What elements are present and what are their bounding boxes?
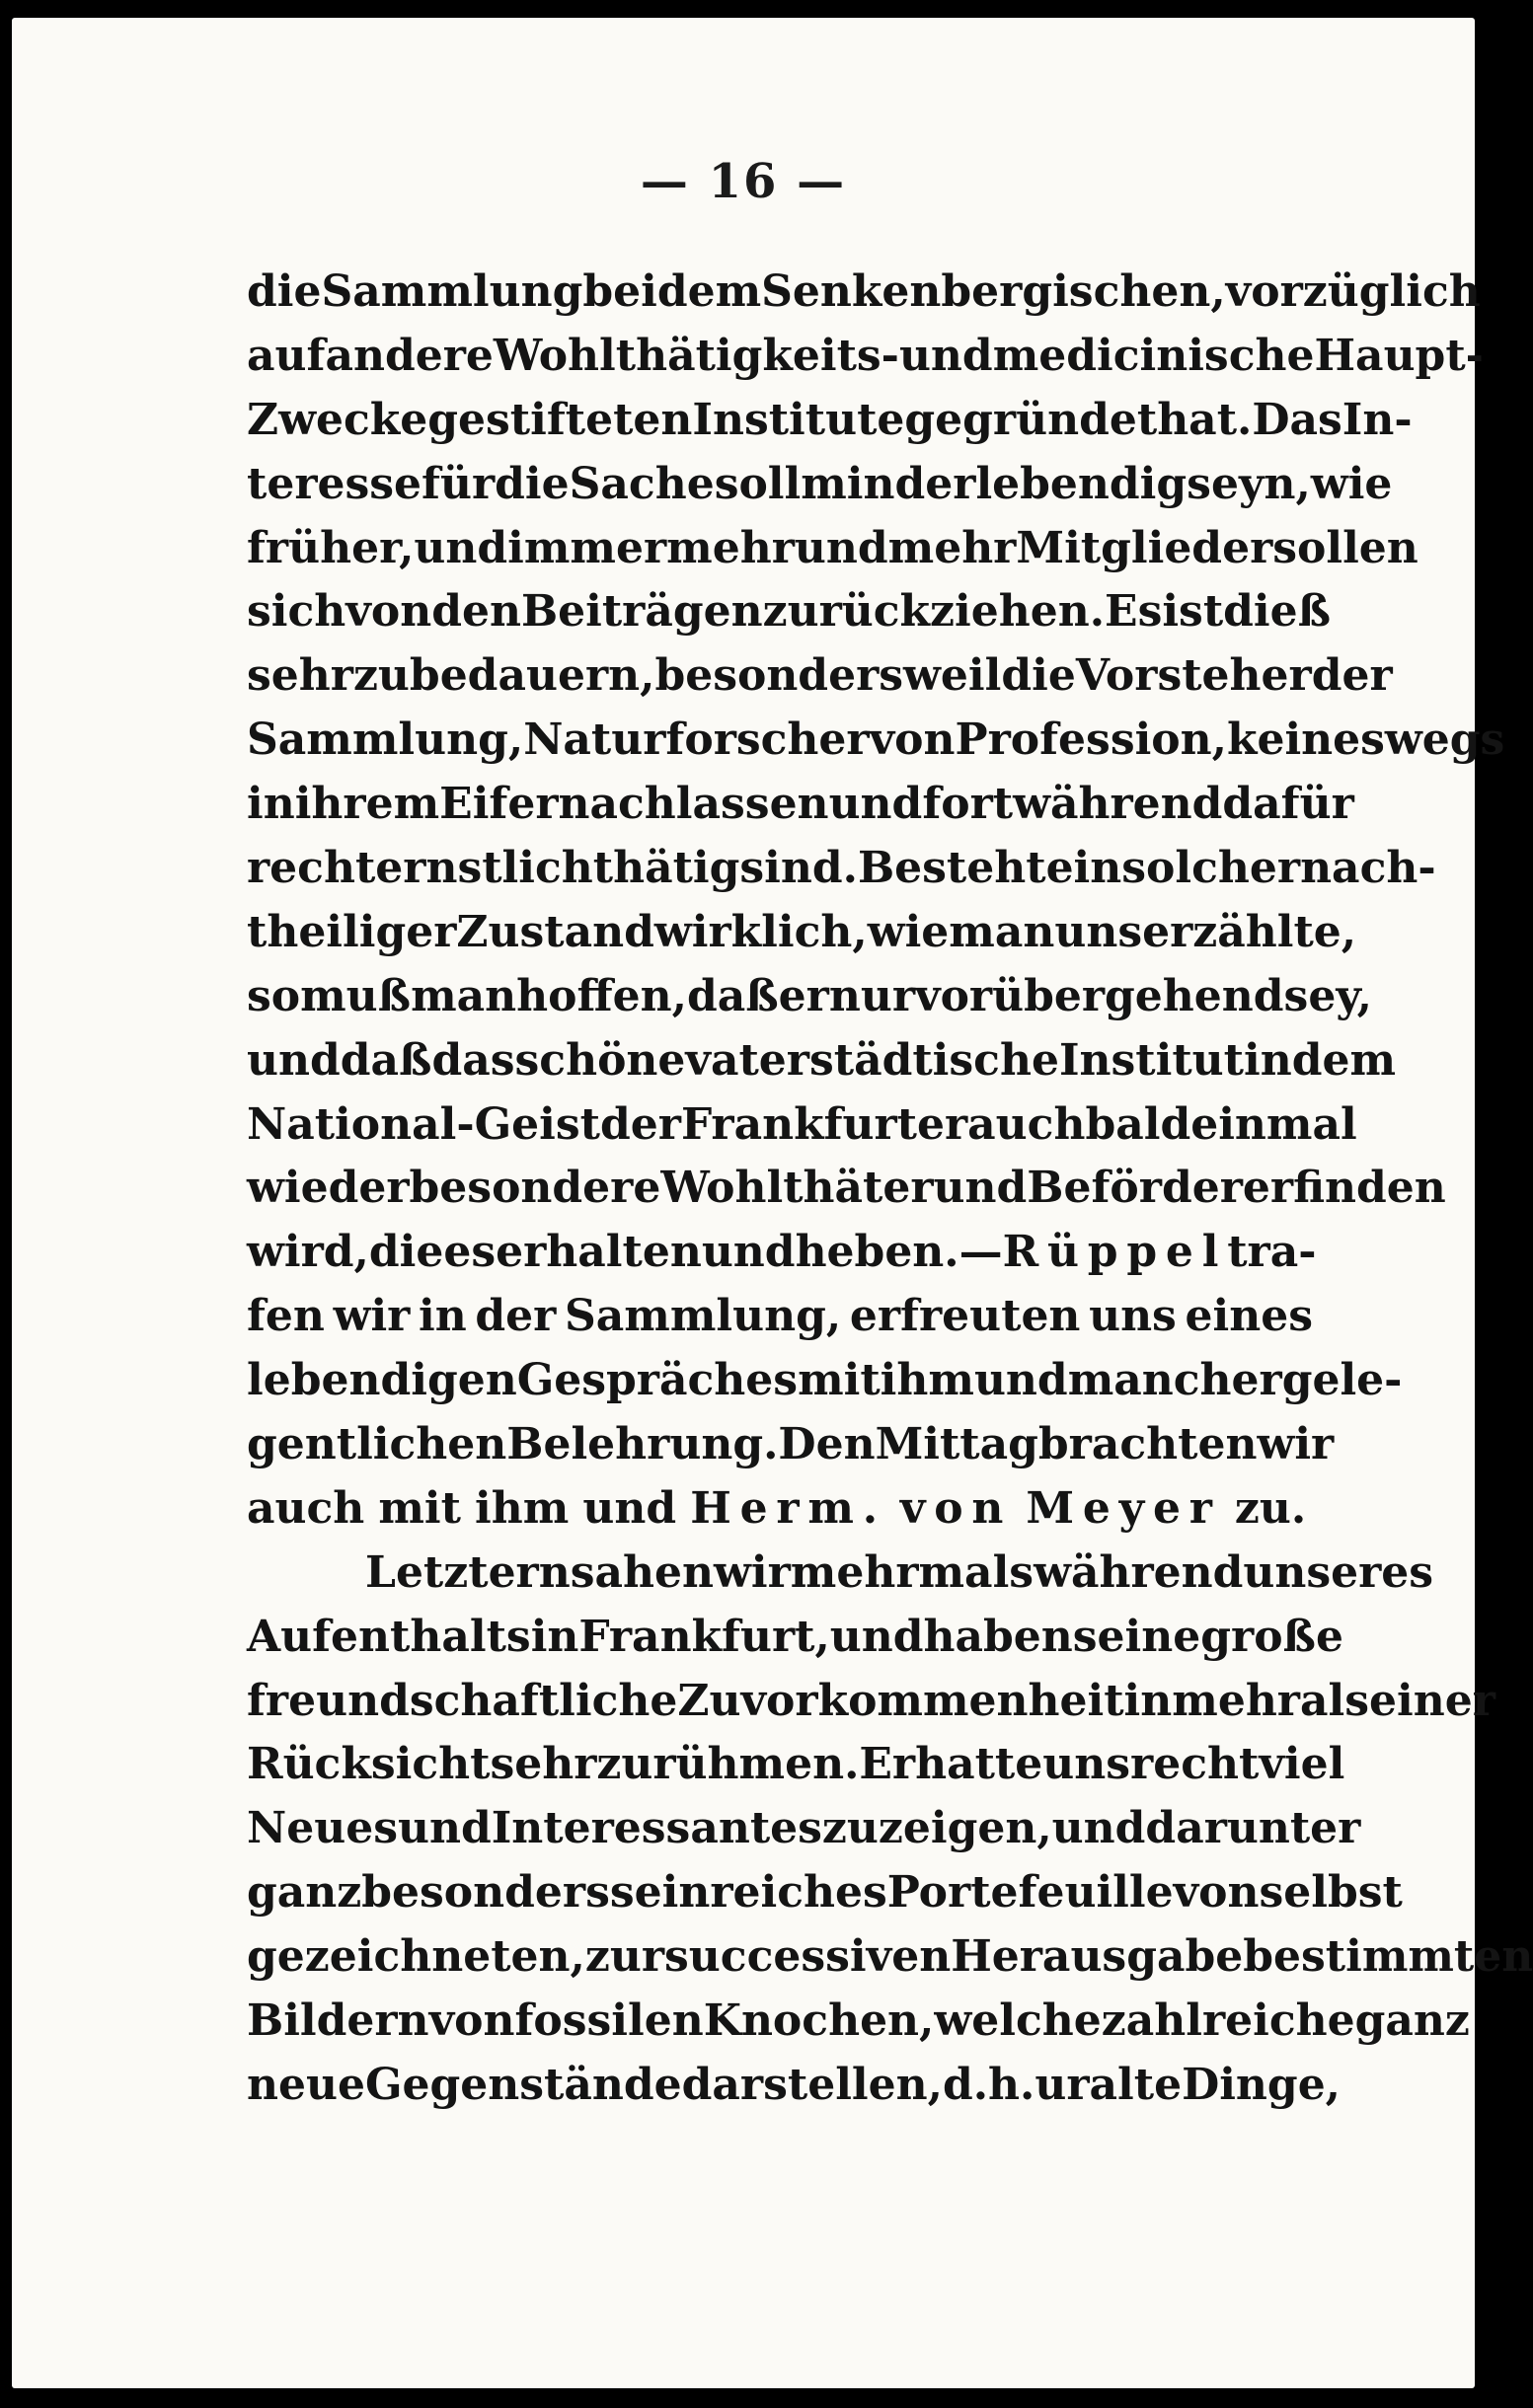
- word: thätig: [592, 843, 740, 894]
- word: ernstlich: [375, 843, 593, 894]
- word: einer: [1369, 1675, 1495, 1726]
- word: finden: [1293, 1163, 1446, 1214]
- word: es: [443, 1227, 497, 1278]
- word: Letztern: [365, 1546, 571, 1598]
- word: ihm: [475, 1482, 570, 1534]
- text-line: [247, 1733, 1345, 1797]
- text-line: [247, 580, 1332, 644]
- word: der: [475, 1291, 557, 1342]
- word: ihm: [880, 1355, 974, 1406]
- word: den: [431, 586, 521, 638]
- text-line: [247, 1797, 1361, 1861]
- word: dem: [1291, 1034, 1397, 1086]
- word: dem: [656, 266, 762, 317]
- word: wir: [714, 1546, 791, 1598]
- word: Das: [1252, 394, 1342, 445]
- word: von: [428, 1995, 515, 2047]
- word: Den: [778, 1419, 876, 1470]
- word: ist: [1162, 586, 1224, 638]
- word: medicinische: [992, 330, 1315, 381]
- word: immer: [507, 522, 667, 573]
- word: andere: [325, 330, 494, 381]
- text-line: [247, 453, 1393, 517]
- word: auch: [247, 1482, 365, 1534]
- word: Institut: [1058, 1034, 1244, 1086]
- word: uns: [1054, 906, 1143, 957]
- word: einmal: [1190, 1098, 1357, 1150]
- text-line: [247, 389, 1413, 453]
- word: früher,: [247, 522, 415, 573]
- word: Er: [859, 1739, 916, 1790]
- word: weil: [903, 650, 1002, 702]
- text-line: [247, 1990, 1470, 2054]
- word: in: [1123, 1675, 1173, 1726]
- word: uralte: [1035, 2059, 1183, 2110]
- word: Meyer: [1026, 1482, 1221, 1534]
- word: daß: [340, 1034, 432, 1086]
- word: die: [368, 1227, 444, 1278]
- word: auch: [967, 1098, 1086, 1150]
- word: mancher: [1067, 1355, 1282, 1406]
- word: heben.: [795, 1227, 959, 1278]
- text-line: [247, 1606, 1343, 1670]
- word: Frankfurter: [680, 1098, 968, 1150]
- word: in: [1243, 1034, 1292, 1086]
- word: d.: [942, 2059, 989, 2110]
- word: Dinge,: [1182, 2059, 1341, 2110]
- word: der: [599, 1098, 681, 1150]
- text-line: [247, 1477, 1313, 1542]
- word: Haupt-: [1314, 330, 1484, 381]
- word: große: [1200, 1611, 1343, 1662]
- word: Knochen,: [703, 1995, 935, 2047]
- word: darunter: [1145, 1803, 1361, 1854]
- word: fen: [247, 1291, 325, 1342]
- word: zu.: [1234, 1482, 1307, 1534]
- word: lebendigen: [247, 1355, 517, 1406]
- word: eines: [1185, 1291, 1313, 1342]
- word: sahen: [570, 1546, 714, 1598]
- word: gele-: [1281, 1355, 1403, 1406]
- word: successiven: [664, 1931, 952, 1983]
- word: während: [1034, 1546, 1244, 1598]
- word: Portefeuille: [886, 1867, 1174, 1919]
- word: Aufenthalts: [247, 1611, 531, 1662]
- word: besonders: [654, 650, 904, 702]
- word: uns: [1042, 1739, 1131, 1790]
- word: mehr: [1172, 1675, 1300, 1726]
- word: Wohlthätigkeits-: [493, 330, 899, 381]
- word: rühmen.: [652, 1739, 860, 1790]
- text-line: [247, 1542, 1434, 1606]
- word: und: [933, 1163, 1028, 1214]
- word: Herm.: [690, 1482, 886, 1534]
- word: keineswegs: [1226, 715, 1505, 766]
- word: haben: [923, 1611, 1073, 1662]
- word: und: [414, 522, 508, 573]
- text-line: [247, 1285, 1313, 1349]
- word: Zustand: [456, 906, 654, 957]
- word: für: [422, 458, 496, 509]
- text-line: [247, 773, 1354, 837]
- word: mehr: [887, 522, 1017, 573]
- text-line: [247, 837, 1436, 901]
- word: gezeichneten,: [247, 1931, 585, 1983]
- text-line: [247, 709, 1505, 773]
- text-line: [247, 901, 1357, 965]
- word: seyn,: [1187, 458, 1311, 509]
- word: die: [1001, 650, 1076, 702]
- word: sind.: [739, 843, 858, 894]
- word: vaterstädtische: [685, 1034, 1059, 1086]
- word: nach-: [1300, 843, 1436, 894]
- word: bei: [582, 266, 657, 317]
- text-line: [247, 1157, 1446, 1221]
- word: wie: [867, 906, 950, 957]
- word: unseres: [1243, 1546, 1434, 1598]
- word: und: [828, 779, 923, 830]
- word: muß: [300, 970, 412, 1021]
- word: sey,: [1283, 970, 1372, 1021]
- word: mehr: [666, 522, 795, 573]
- text-line: [247, 1413, 1335, 1477]
- text-line: [247, 1925, 1533, 1990]
- word: daß: [686, 970, 779, 1021]
- word: gegründet: [904, 394, 1158, 445]
- word: von: [899, 1482, 1013, 1534]
- word: ihrem: [294, 779, 440, 830]
- word: zu: [596, 1739, 653, 1790]
- word: sollen: [1272, 522, 1418, 573]
- word: Bildern: [247, 1995, 429, 2047]
- word: Zuvorkommenheit: [677, 1675, 1124, 1726]
- word: die: [495, 458, 570, 509]
- book-page: [12, 18, 1533, 2388]
- word: Sache: [569, 458, 715, 509]
- word: wir: [333, 1291, 411, 1342]
- word: mehrmals: [790, 1546, 1035, 1598]
- word: das: [431, 1034, 515, 1086]
- word: Herausgabe: [951, 1931, 1244, 1983]
- word: man: [949, 906, 1055, 957]
- word: Sammlung,: [565, 1291, 842, 1342]
- text-line: [247, 517, 1418, 581]
- word: mit: [798, 1355, 881, 1406]
- word: Senkenbergischen,: [761, 266, 1226, 317]
- word: Profession,: [955, 715, 1227, 766]
- word: In-: [1341, 394, 1413, 445]
- word: in: [530, 1611, 579, 1662]
- word: darstellen,: [681, 2059, 943, 2110]
- word: dieß: [1223, 586, 1332, 638]
- word: hatte: [915, 1739, 1043, 1790]
- word: zurückziehen.: [762, 586, 1106, 638]
- word: und: [701, 1227, 796, 1278]
- text-line: [247, 644, 1393, 709]
- word: nachlassen: [558, 779, 829, 830]
- text-line: [247, 1093, 1357, 1158]
- word: freundschaftliche: [247, 1675, 678, 1726]
- text-line: [247, 2054, 1341, 2118]
- word: selbst: [1259, 1867, 1403, 1919]
- body-text: [247, 261, 1533, 2118]
- text-line: [247, 1221, 1317, 1285]
- word: besondere: [409, 1163, 661, 1214]
- word: hat.: [1157, 394, 1253, 445]
- word: Institute: [692, 394, 905, 445]
- word: zu: [352, 650, 410, 702]
- word: fossilen: [514, 1995, 704, 2047]
- word: Belehrung.: [506, 1419, 779, 1470]
- word: dafür: [1222, 779, 1354, 830]
- word: er: [778, 970, 829, 1021]
- word: welche: [934, 1995, 1102, 2047]
- word: zahlreiche: [1101, 1995, 1355, 2047]
- word: Sammlung,: [247, 715, 524, 766]
- word: Beiträgen: [520, 586, 763, 638]
- word: in: [247, 779, 295, 830]
- word: Rüppel: [1002, 1227, 1228, 1278]
- word: in: [419, 1291, 467, 1342]
- word: theiliger: [247, 906, 457, 957]
- word: bestimmten: [1243, 1931, 1533, 1983]
- word: auf: [247, 330, 326, 381]
- word: wieder: [247, 1163, 410, 1214]
- word: ganz: [1354, 1995, 1470, 2047]
- word: und: [1051, 1803, 1146, 1854]
- word: als: [1300, 1675, 1369, 1726]
- word: brachten: [1037, 1419, 1258, 1470]
- word: erzählte,: [1142, 906, 1357, 957]
- word: sein: [609, 1867, 711, 1919]
- word: Wohlthäter: [660, 1163, 934, 1214]
- word: seine: [1072, 1611, 1201, 1662]
- word: ganz: [247, 1867, 362, 1919]
- word: Vorsteher: [1075, 650, 1312, 702]
- word: Frankfurt,: [578, 1611, 830, 1662]
- word: erfreuten: [849, 1291, 1081, 1342]
- word: viel: [1259, 1739, 1345, 1790]
- word: Gespräches: [516, 1355, 799, 1406]
- page-number: — 16 —: [640, 154, 847, 209]
- word: Naturforscher: [523, 715, 870, 766]
- word: neue: [247, 2059, 365, 2110]
- word: teresse: [247, 458, 422, 509]
- word: fortwährend: [922, 779, 1223, 830]
- word: Gegenstände: [364, 2059, 682, 2110]
- word: hoffen,: [516, 970, 687, 1021]
- word: ein: [1045, 843, 1122, 894]
- word: der: [1311, 650, 1393, 702]
- text-line: [247, 1670, 1495, 1734]
- word: recht: [247, 843, 376, 894]
- word: Zwecke: [247, 394, 428, 445]
- word: National-Geist: [247, 1098, 600, 1150]
- text-line: [247, 1861, 1403, 1925]
- word: lebendig: [975, 458, 1188, 509]
- word: Interessantes: [491, 1803, 822, 1854]
- word: sich: [247, 586, 346, 638]
- word: von: [869, 715, 956, 766]
- word: bald: [1085, 1098, 1191, 1150]
- word: Eifer: [439, 779, 559, 830]
- word: —: [958, 1227, 1003, 1278]
- word: Beförderer: [1027, 1163, 1294, 1214]
- word: und: [829, 1611, 924, 1662]
- word: Mittag: [875, 1419, 1038, 1470]
- word: und: [247, 1034, 341, 1086]
- word: sehr: [247, 650, 353, 702]
- word: die: [247, 266, 322, 317]
- word: Besteht: [857, 843, 1046, 894]
- word: besonders: [361, 1867, 610, 1919]
- word: und: [973, 1355, 1068, 1406]
- word: wie: [1310, 458, 1393, 509]
- word: und: [582, 1482, 677, 1534]
- word: Sammlung: [321, 266, 583, 317]
- word: wird,: [247, 1227, 369, 1278]
- word: sehr: [490, 1739, 597, 1790]
- word: soll: [714, 458, 802, 509]
- word: Neues: [247, 1803, 398, 1854]
- word: vorübergehend: [915, 970, 1284, 1021]
- word: tra-: [1227, 1227, 1317, 1278]
- text-line: [247, 1029, 1397, 1093]
- word: von: [345, 586, 432, 638]
- word: wirklich,: [653, 906, 868, 957]
- word: Mitglieder: [1016, 522, 1273, 573]
- word: recht: [1130, 1739, 1260, 1790]
- word: gestifteten: [427, 394, 693, 445]
- text-line: [247, 261, 1481, 325]
- word: man: [411, 970, 517, 1021]
- word: Es: [1105, 586, 1163, 638]
- word: minder: [801, 458, 976, 509]
- word: solcher: [1121, 843, 1301, 894]
- word: uns: [1089, 1291, 1177, 1342]
- word: und: [898, 330, 993, 381]
- word: schöne: [514, 1034, 686, 1086]
- word: zur: [584, 1931, 665, 1983]
- text-line: [247, 1349, 1403, 1413]
- word: von: [1173, 1867, 1260, 1919]
- word: und: [794, 522, 888, 573]
- word: zeigen,: [878, 1803, 1052, 1854]
- word: bedauern,: [409, 650, 655, 702]
- word: Rücksicht: [247, 1739, 491, 1790]
- word: zu: [821, 1803, 879, 1854]
- text-line: [247, 325, 1484, 389]
- word: vorzüglich: [1225, 266, 1481, 317]
- text-line: [247, 965, 1372, 1029]
- word: wir: [1257, 1419, 1335, 1470]
- word: mit: [378, 1482, 461, 1534]
- word: und: [397, 1803, 492, 1854]
- word: gentlichen: [247, 1419, 507, 1470]
- word: reiches: [710, 1867, 887, 1919]
- word: nur: [828, 970, 916, 1021]
- word: so: [247, 970, 301, 1021]
- word: erhalten: [496, 1227, 702, 1278]
- word: h.: [988, 2059, 1035, 2110]
